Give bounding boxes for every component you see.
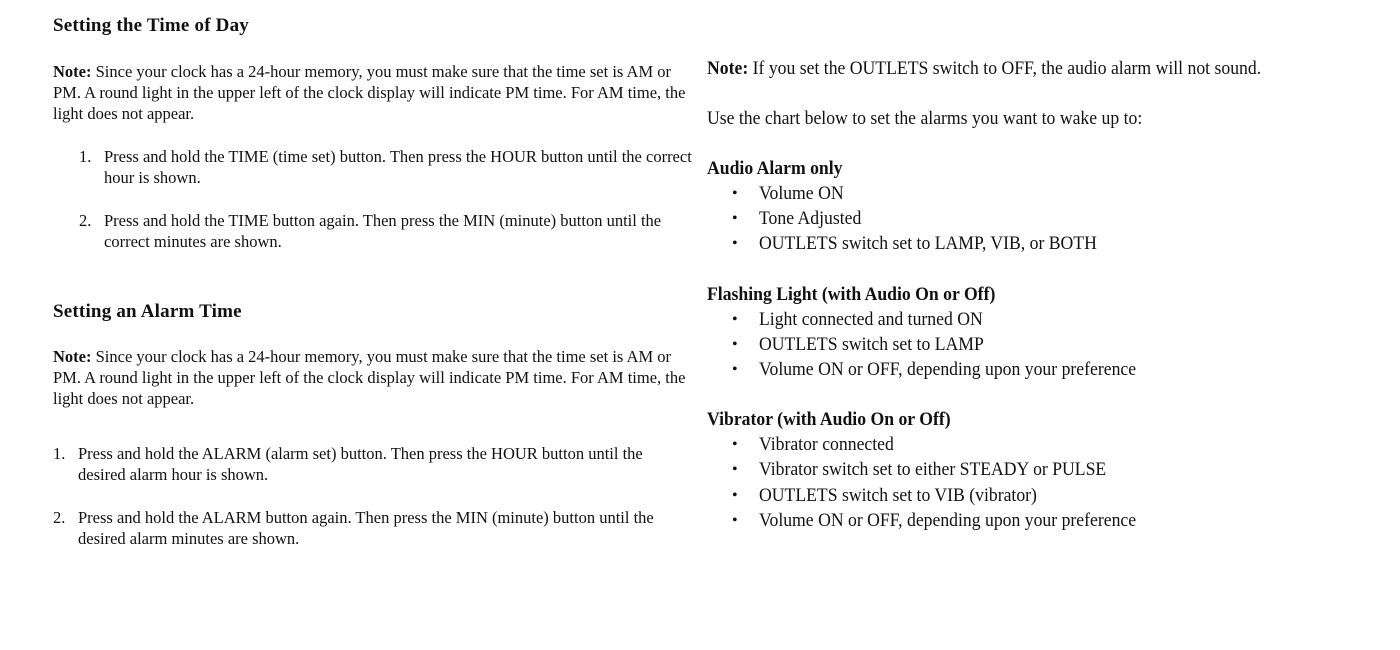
bullet: • [732,185,738,202]
list-item-text: Volume ON [759,183,844,204]
list-item-text: OUTLETS switch set to LAMP, VIB, or BOTH [759,233,1097,255]
bullet: • [732,310,738,328]
group-heading-vibrator: Vibrator (with Audio On or Off) [707,409,951,431]
step-text: Press and hold the ALARM (alarm set) button. Then press the HOUR button until the desired alarm hour is shown. [78,444,643,484]
list-item [53,210,693,252]
bullet: • [732,335,738,353]
section-title-alarm-time: Setting an Alarm Time [53,301,242,322]
left-column [53,14,693,549]
list-item [707,332,1367,357]
note-label: Note: [707,58,749,79]
list-item-text: OUTLETS switch set to VIB (vibrator) [759,484,1037,506]
list-item [707,307,1367,332]
note-label: Note: [53,62,92,81]
vibrator-list [707,432,1367,533]
group-heading-flashing-light: Flashing Light (with Audio On or Off) [707,283,996,305]
step-text: Press and hold the TIME (time set) button. Then press the HOUR button until the correct hour is shown. [104,147,692,187]
list-item-text: Light connected and turned ON [759,308,983,330]
list-item [707,483,1367,508]
list-item [707,457,1367,482]
audio-alarm-list [707,181,1367,257]
alarm-steps-list [53,443,693,549]
bullet: • [732,461,738,479]
note-text: Since your clock has a 24-hour memory, you must make sure that the time set is AM or PM. A round light in the upper left of the clock display will indicate PM time. For AM time, the light does not appear. [53,62,686,123]
step-number: 1. [53,444,66,463]
time-steps-list [53,146,693,252]
note-text: Since your clock has a 24-hour memory, you must make sure that the time set is AM or PM. A round light in the upper left of the clock display will indicate PM time. For AM time, the light does not appear. [53,347,686,408]
right-column [707,56,1367,533]
section-title-time-of-day: Setting the Time of Day [53,15,250,36]
list-item [53,146,693,188]
list-item-text: Volume ON or OFF, depending upon your preference [759,359,1137,381]
flashing-light-list [707,307,1367,383]
list-item [707,206,1367,231]
list-item [707,231,1367,256]
bullet: • [732,235,738,253]
step-text: Press and hold the ALARM button again. Then press the MIN (minute) button until the desired alarm minutes are shown. [78,508,654,548]
bullet: • [732,210,738,228]
note-label: Note: [53,347,92,366]
list-item-text: Vibrator connected [759,434,894,456]
list-item-text: Tone Adjusted [759,208,862,230]
step-number: 2. [53,508,66,527]
list-item [707,181,1367,206]
list-item [53,507,693,549]
bullet: • [732,361,738,379]
chart-intro: Use the chart below to set the alarms you want to wake up to: [707,108,1143,129]
group-heading-audio-alarm: Audio Alarm only [707,158,843,179]
list-item [707,432,1367,457]
list-item [707,508,1367,533]
bullet: • [732,511,738,529]
bullet: • [732,486,738,504]
bullet: • [732,436,738,454]
step-number: 2. [79,211,92,230]
outlets-note [707,56,1321,81]
note-time-of-day [53,61,693,124]
list-item [707,357,1367,382]
note-alarm-time [53,346,693,409]
step-text: Press and hold the TIME button again. Then press the MIN (minute) button until the correct minutes are shown. [104,211,662,251]
list-item-text: Vibrator switch set to either STEADY or PULSE [759,459,1107,481]
list-item-text: OUTLETS switch set to LAMP [759,333,984,355]
list-item [53,443,693,485]
step-number: 1. [79,147,92,166]
list-item-text: Volume ON or OFF, depending upon your preference [759,509,1137,531]
note-text: If you set the OUTLETS switch to OFF, the audio alarm will not sound. [748,58,1262,79]
